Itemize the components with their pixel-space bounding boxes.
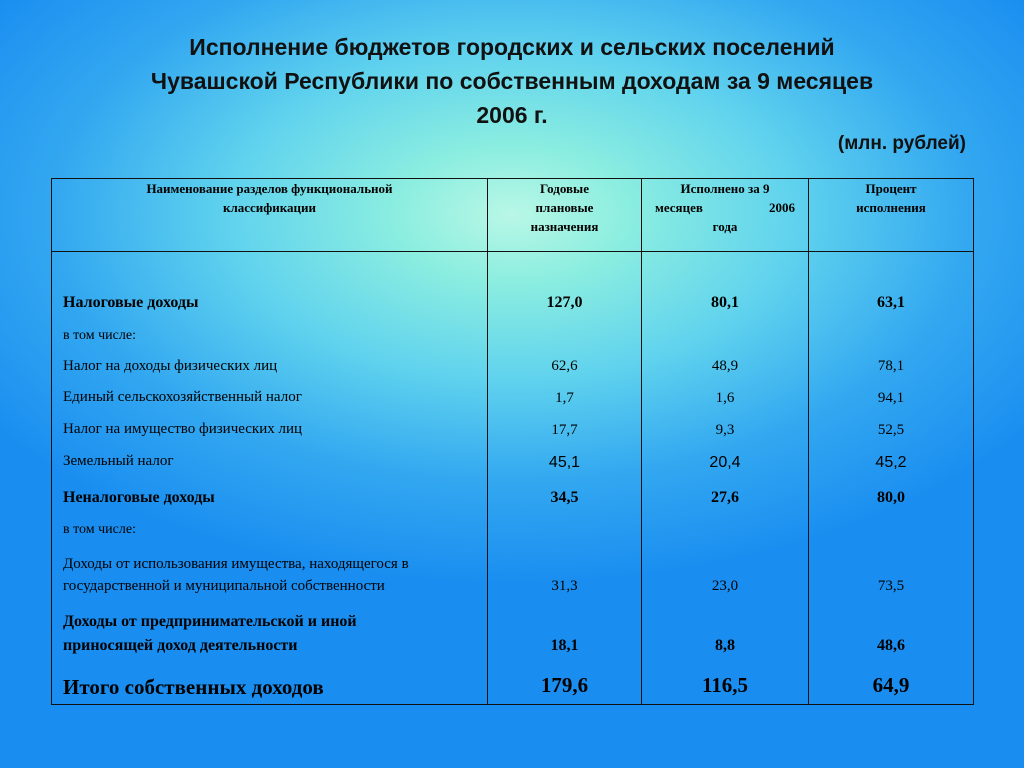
title-line-2: Чувашской Республики по собственным доходам за 9 месяцев [150, 68, 874, 94]
pct-value: 94,1 [877, 390, 905, 406]
exec-value: 1,6 [715, 390, 735, 406]
plan-value-total: 179,6 [540, 673, 589, 697]
exec-value: 20,4 [709, 454, 741, 471]
column-plan [488, 252, 642, 705]
plan-value: 62,6 [551, 358, 578, 374]
exec-value: 8,8 [715, 637, 735, 654]
exec-value: 48,9 [711, 358, 739, 374]
row-name-total: Итого собственных доходов [63, 675, 324, 699]
pct-value: 80,0 [877, 489, 905, 506]
pct-value-total: 64,9 [872, 673, 910, 697]
pct-value: 78,1 [877, 358, 905, 374]
exec-value: 23,0 [711, 578, 739, 594]
header-name: Наименование разделов функциональной классификации [52, 179, 488, 252]
row-name: Налоговые доходы [63, 294, 199, 311]
row-name: в том числе: [63, 522, 136, 537]
row-name: Доходы от предпринимательской и иной [63, 613, 357, 630]
title-line-3: 2006 г. [476, 102, 548, 128]
row-name: Налог на имущество физических лиц [63, 421, 303, 437]
plan-value: 31,3 [551, 578, 578, 594]
row-name: Неналоговые доходы [63, 489, 215, 506]
plan-value: 127,0 [546, 294, 583, 311]
pct-value: 63,1 [877, 294, 905, 311]
row-name-cont: государственной и муниципальной собственности [63, 578, 385, 594]
pct-value: 52,5 [877, 422, 905, 438]
row-name: в том числе: [63, 328, 136, 343]
row-name: Единый сельскохозяйственный налог [63, 389, 302, 405]
exec-value-total: 116,5 [701, 673, 749, 697]
header-row [52, 179, 974, 252]
plan-value: 18,1 [550, 637, 579, 654]
units-label: (млн. рублей) [837, 133, 966, 154]
row-name: Налог на доходы физических лиц [63, 358, 278, 374]
row-name: Земельный налог [63, 453, 174, 469]
page-title [40, 30, 984, 132]
row-name-cont: приносящей доход деятельности [63, 637, 298, 654]
exec-value: 80,1 [711, 294, 739, 311]
title-line-1: Исполнение бюджетов городских и сельских поселений [189, 34, 835, 60]
column-executed [642, 252, 809, 705]
row-name: Доходы от использования имущества, находящегося в [63, 556, 409, 572]
header-plan: Годовые плановые назначения [488, 179, 642, 252]
plan-value: 1,7 [555, 390, 574, 406]
plan-value: 34,5 [550, 489, 579, 506]
plan-value: 45,1 [548, 454, 581, 471]
header-executed: Исполнено за 9 месяцев 2006 года [642, 179, 809, 252]
body-row [52, 252, 974, 705]
plan-value: 17,7 [551, 422, 578, 438]
pct-value: 48,6 [877, 637, 905, 654]
exec-value: 27,6 [711, 489, 739, 506]
column-names [52, 252, 488, 705]
budget-table [51, 178, 974, 705]
column-percent [809, 252, 974, 705]
pct-value: 45,2 [875, 454, 907, 471]
exec-value: 9,3 [715, 422, 735, 438]
pct-value: 73,5 [877, 578, 905, 594]
header-percent: Процент исполнения [809, 179, 974, 252]
